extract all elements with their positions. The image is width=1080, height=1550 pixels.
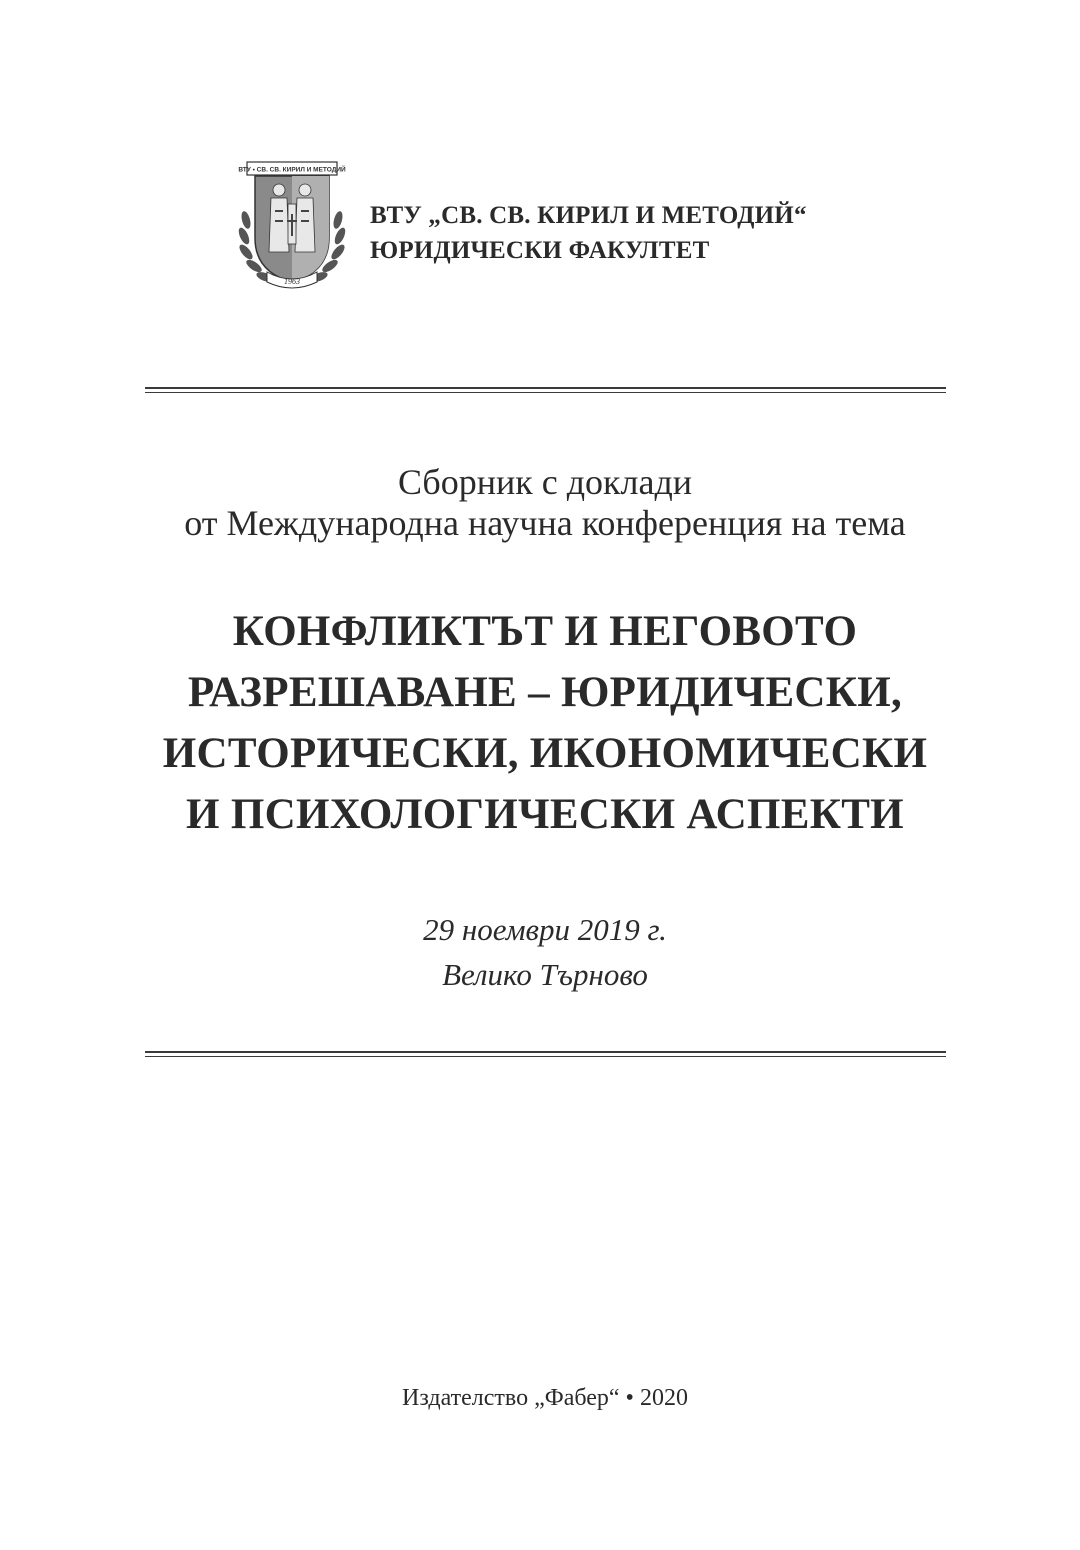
publisher-line: Издателство „Фабер“ • 2020 — [402, 1385, 688, 1411]
subtitle — [0, 462, 1080, 544]
main-title-line-3: ИСТОРИЧЕСКИ, ИКОНОМИЧЕСКИ — [162, 730, 928, 777]
top-double-rule — [145, 387, 946, 393]
main-title — [0, 601, 1080, 845]
crest-ribbon-text: ВТУ • СВ. СВ. КИРИЛ И МЕТОДИЙ — [238, 166, 346, 174]
main-title-line-2: РАЗРЕШАВАНЕ – ЮРИДИЧЕСКИ, — [187, 669, 903, 716]
event-place: Велико Търново — [442, 957, 648, 992]
main-title-line-1: КОНФЛИКТЪТ И НЕГОВОТО — [232, 608, 858, 655]
university-crest-logo — [237, 160, 347, 295]
crest-year: 1963 — [284, 277, 300, 286]
subtitle-line-1: Сборник с доклади — [397, 462, 693, 502]
event-date-place — [0, 907, 1080, 997]
faculty-name: ЮРИДИЧЕСКИ ФАКУЛТЕТ — [370, 237, 710, 264]
university-name: ВТУ „СВ. СВ. КИРИЛ И МЕТОДИЙ“ — [370, 202, 807, 229]
subtitle-line-2: от Международна научна конференция на тема — [184, 503, 906, 543]
header — [237, 160, 957, 295]
event-date: 29 ноември 2019 г. — [423, 912, 667, 947]
main-title-line-4: И ПСИХОЛОГИЧЕСКИ АСПЕКТИ — [186, 791, 904, 838]
bottom-double-rule — [145, 1051, 946, 1057]
institution-name — [370, 198, 807, 268]
